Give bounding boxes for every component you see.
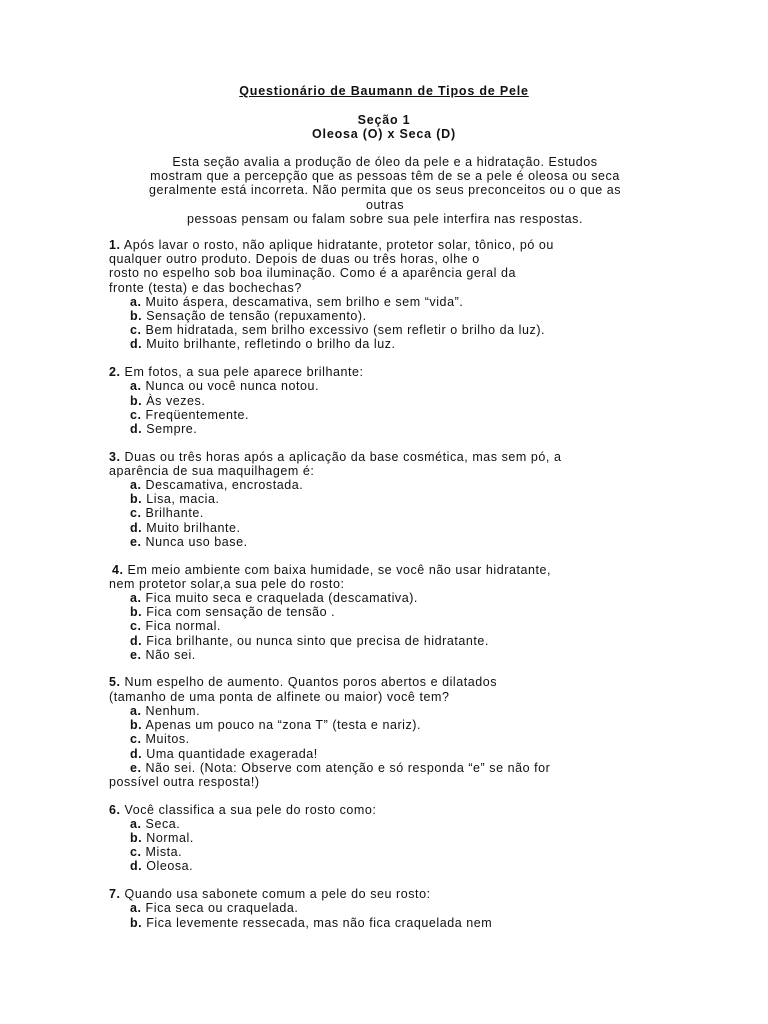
- option-text: Não sei.: [141, 647, 196, 662]
- option-text: Às vezes.: [142, 393, 206, 408]
- answer-option[interactable]: [130, 295, 669, 309]
- option-text: Uma quantidade exagerada!: [142, 746, 318, 761]
- answer-option[interactable]: [130, 817, 669, 831]
- option-text: Apenas um pouco na “zona T” (testa e nariz).: [142, 718, 422, 733]
- question-text-line: [109, 238, 669, 252]
- option-letter: b.: [130, 718, 143, 733]
- question-text-line: qualquer outro produto. Depois de duas ou três horas, olhe o: [109, 252, 480, 267]
- option-text: Freqüentemente.: [141, 407, 250, 422]
- answer-option[interactable]: [130, 901, 669, 915]
- answer-option[interactable]: [130, 492, 669, 506]
- answer-option[interactable]: [130, 379, 669, 393]
- question-number: 2.: [109, 365, 121, 380]
- question-text-line: (tamanho de uma ponta de alfinete ou maior) você tem?: [109, 689, 450, 704]
- option-letter: e.: [130, 534, 142, 549]
- question-number: 4.: [112, 562, 124, 577]
- answer-option[interactable]: [130, 718, 669, 732]
- option-letter: b.: [130, 393, 143, 408]
- option-letter: b.: [130, 831, 143, 846]
- question-number: 1.: [109, 238, 121, 252]
- option-text: Fica com sensação de tensão .: [142, 605, 336, 620]
- option-text: Nunca ou você nunca notou.: [141, 379, 319, 394]
- answer-option[interactable]: [130, 535, 669, 549]
- answer-options: [109, 478, 669, 549]
- option-letter: e.: [130, 647, 142, 662]
- option-letter: a.: [130, 478, 142, 493]
- answer-option[interactable]: [130, 591, 669, 605]
- option-text: Oleosa.: [142, 859, 194, 874]
- question-text: Duas ou três horas após a aplicação da base cosmética, mas sem pó, a: [120, 449, 562, 464]
- question-number: 7.: [109, 887, 121, 902]
- option-text: Fica brilhante, ou nunca sinto que precisa de hidratante.: [142, 633, 489, 648]
- answer-option[interactable]: [130, 337, 669, 351]
- option-letter: e.: [130, 760, 142, 775]
- answer-options: [112, 591, 669, 662]
- option-letter: a.: [130, 901, 142, 916]
- option-letter: a.: [130, 379, 142, 394]
- option-letter: d.: [130, 746, 143, 761]
- question-text-line: [109, 803, 669, 817]
- option-letter: a.: [130, 294, 142, 309]
- option-letter: c.: [130, 323, 142, 338]
- option-letter: c.: [130, 407, 142, 422]
- answer-options: [109, 817, 669, 874]
- answer-option[interactable]: [130, 521, 669, 535]
- intro-line: Esta seção avalia a produção de óleo da pele e a hidratação. Estudos: [172, 155, 598, 169]
- option-letter: a.: [130, 703, 142, 718]
- question-number: 6.: [109, 802, 121, 817]
- answer-option[interactable]: [130, 747, 669, 761]
- option-text: Muito brilhante, refletindo o brilho da luz.: [142, 337, 396, 352]
- question-2: [109, 365, 669, 436]
- section-intro: [118, 155, 652, 226]
- answer-option[interactable]: [130, 634, 669, 648]
- option-text: Brilhante.: [141, 506, 204, 521]
- question-5: [109, 675, 669, 789]
- option-letter: b.: [130, 915, 143, 930]
- question-3: [109, 450, 669, 549]
- answer-option[interactable]: [130, 732, 669, 746]
- answer-option[interactable]: [130, 309, 669, 323]
- option-text: Normal.: [142, 831, 194, 846]
- question-text-line: [109, 365, 669, 379]
- answer-option[interactable]: [130, 619, 669, 633]
- question-text-line: fronte (testa) e das bochechas?: [109, 280, 302, 295]
- option-text: Não sei. (Nota: Observe com atenção e só responda “e” se não for: [141, 760, 551, 775]
- option-letter: d.: [130, 520, 143, 535]
- answer-option[interactable]: [130, 831, 669, 845]
- question-6: [109, 803, 669, 874]
- intro-line: outras: [365, 197, 405, 212]
- option-text: Muito áspera, descamativa, sem brilho e sem “vida”.: [141, 294, 464, 309]
- question-text: Quando usa sabonete comum a pele do seu rosto:: [120, 887, 431, 902]
- answer-options: [109, 704, 669, 789]
- question-text-line: [112, 563, 669, 577]
- question-list: [109, 238, 669, 943]
- option-letter: d.: [130, 859, 143, 874]
- option-text: Seca.: [141, 816, 181, 831]
- answer-option[interactable]: [130, 859, 669, 873]
- option-letter: c.: [130, 619, 142, 634]
- answer-options: [109, 295, 669, 352]
- answer-option[interactable]: [130, 394, 669, 408]
- option-text: Fica seca ou craquelada.: [141, 901, 299, 916]
- answer-options: [109, 901, 669, 929]
- option-letter: b.: [130, 309, 143, 324]
- option-letter: c.: [130, 845, 142, 860]
- document-title: Questionário de Baumann de Tipos de Pele: [239, 84, 529, 98]
- option-letter: d.: [130, 337, 143, 352]
- question-text: Num espelho de aumento. Quantos poros abertos e dilatados: [120, 675, 498, 690]
- option-text: Nunca uso base.: [141, 534, 248, 549]
- question-text: Em fotos, a sua pele aparece brilhante:: [120, 365, 364, 380]
- intro-line: mostram que a percepção que as pessoas têm de se a pele é oleosa ou seca: [150, 169, 620, 184]
- answer-option[interactable]: [130, 478, 669, 492]
- option-text: Fica levemente ressecada, mas não fica craquelada nem: [142, 915, 493, 930]
- option-letter: a.: [130, 816, 142, 831]
- answer-option[interactable]: [130, 605, 669, 619]
- option-letter: b.: [130, 605, 143, 620]
- question-1: [109, 238, 669, 352]
- answer-option[interactable]: [130, 323, 669, 337]
- option-text: Fica muito seca e craquelada (descamativa).: [141, 590, 418, 605]
- option-letter: b.: [130, 492, 143, 507]
- option-text: Muitos.: [141, 732, 190, 747]
- answer-option[interactable]: [109, 760, 669, 789]
- question-text: Em meio ambiente com baixa humidade, se você não usar hidratante,: [123, 562, 552, 577]
- answer-option[interactable]: [130, 704, 669, 718]
- answer-option[interactable]: [130, 648, 669, 662]
- section-subtitle: Oleosa (O) x Seca (D): [312, 127, 456, 141]
- option-text: Sempre.: [142, 421, 198, 436]
- intro-line: geralmente está incorreta. Não permita que os seus preconceitos ou o que as: [148, 183, 622, 198]
- option-text: Fica normal.: [141, 619, 221, 634]
- question-text-line: aparência de sua maquilhagem é:: [109, 463, 315, 478]
- option-letter: c.: [130, 732, 142, 747]
- option-text: Descamativa, encrostada.: [141, 478, 304, 493]
- answer-option[interactable]: [130, 845, 669, 859]
- answer-option[interactable]: [130, 422, 669, 436]
- question-text-line: nem protetor solar,a sua pele do rosto:: [109, 576, 345, 591]
- question-text: Após lavar o rosto, não aplique hidratante, protetor solar, tônico, pó ou: [120, 238, 554, 252]
- section-title: Seção 1: [357, 113, 411, 127]
- question-7: [109, 887, 669, 930]
- answer-option[interactable]: [130, 408, 669, 422]
- question-text-line: [109, 675, 669, 689]
- question-text-line: [109, 450, 669, 464]
- question-number: 5.: [109, 675, 121, 690]
- option-letter: d.: [130, 633, 143, 648]
- option-letter: c.: [130, 506, 142, 521]
- question-4: [109, 562, 669, 662]
- answer-options: [109, 379, 669, 436]
- question-text: Você classifica a sua pele do rosto como:: [120, 802, 377, 817]
- option-text-continuation: possível outra resposta!): [109, 774, 260, 789]
- option-letter: a.: [130, 590, 142, 605]
- answer-option[interactable]: [130, 506, 669, 520]
- option-text: Muito brilhante.: [142, 520, 241, 535]
- question-number: 3.: [109, 449, 121, 464]
- option-text: Bem hidratada, sem brilho excessivo (sem refletir o brilho da luz).: [141, 323, 546, 338]
- option-text: Lisa, macia.: [142, 492, 220, 507]
- answer-option[interactable]: [130, 916, 669, 930]
- intro-line: pessoas pensam ou falam sobre sua pele interfira nas respostas.: [187, 211, 583, 226]
- option-text: Nenhum.: [141, 703, 201, 718]
- option-text: Mista.: [141, 845, 183, 860]
- option-letter: d.: [130, 421, 143, 436]
- question-text-line: [109, 887, 669, 901]
- question-text-line: rosto no espelho sob boa iluminação. Como é a aparência geral da: [109, 266, 516, 281]
- option-text: Sensação de tensão (repuxamento).: [142, 309, 367, 324]
